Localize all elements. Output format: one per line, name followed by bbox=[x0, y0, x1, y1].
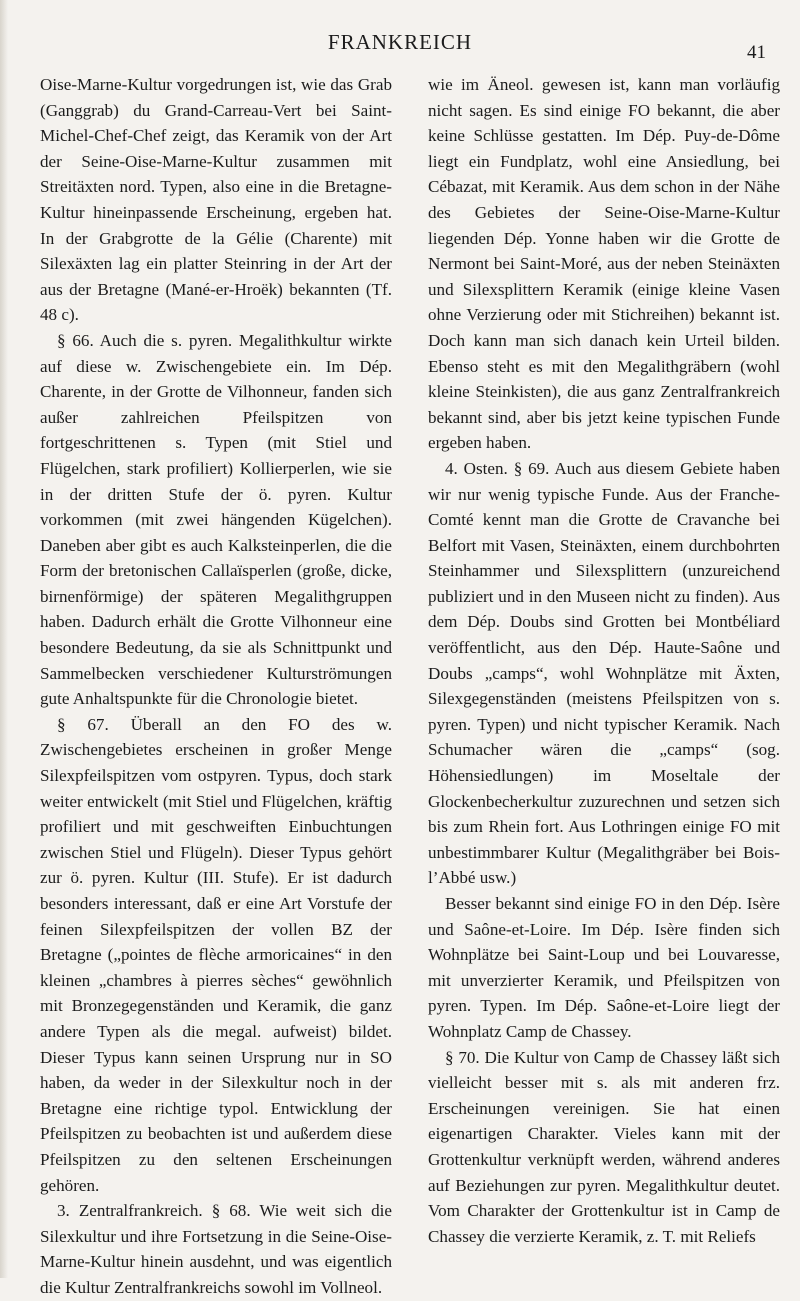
page-number: 41 bbox=[747, 42, 766, 63]
paragraph: § 70. Die Kultur von Camp de Chassey läßt sich vielleicht besser mit s. als mit anderen frz. Erscheinungen vereinigen. Sie hat einen eigenartigen Charakter. Vieles kann mit der Grottenkultur verknüpft werden, während anderes auf Beziehungen zur pyren. Megalithkultur deutet. Vom Charakter der Grottenkultur ist in Camp de Chassey die verzierte Keramik, z. T. mit Reliefs bbox=[428, 1047, 780, 1246]
page-header bbox=[0, 30, 800, 62]
paragraph: 4. Osten. § 69. Auch aus diesem Gebiete haben wir nur wenig typische Funde. Aus der Franche-Comté kennt man die Grotte de Cravanche bei Belfort mit Vasen, Steinäxten, einem durchbohrten Steinhammer und Silexsplittern (unzureichend publiziert und in den Museen nicht zu finden). Aus dem Dép. Doubs sind Grotten bei Montbéliard veröffentlicht, aus den Dép. Haute-Saône und Doubs „camps“, wohl Wohnplätze mit Äxten, Silexgegenständen (meistens Pfeilspitzen von s. pyren. Typen) und nicht typischer Keramik. Nach Schumacher wären die „camps“ (sog. Höhensiedlungen) im Moseltale der Glockenbecherkultur zuzurechnen und setzen sich bis zum Rhein fort. Aus Lothringen einige FO mit unbestimmbarer Kultur (Megalithgräber bei Bois-l’Abbé usw.) bbox=[428, 458, 780, 888]
paragraph: Oise-Marne-Kultur vorgedrungen ist, wie das Grab (Ganggrab) du Grand-Carreau-Vert bei Saint-Michel-Chef-Chef zeigt, das Keramik von der Art der Seine-Oise-Marne-Kultur zusammen mit Streitäxten nord. Typen, also eine in die Bretagne-Kultur hineinpassende Erscheinung, ergeben hat. In der Grabgrotte de la Gélie (Charente) mit Silexäxten lag ein platter Steinring in der Art der aus der Bretagne (Mané-er-Hroëk) bekannten (Tf. 48 c). bbox=[40, 75, 392, 325]
paragraph: Besser bekannt sind einige FO in den Dép. Isère und Saône-et-Loire. Im Dép. Isère finden sich Wohnplätze bei Saint-Loup und bei Louvaresse, mit unverzierter Keramik, und Pfeilspitzen von pyren. Typen. Im Dép. Saône-et-Loire liegt der Wohnplatz Camp de Chassey. bbox=[428, 894, 780, 1041]
paragraph: § 67. Überall an den FO des w. Zwischengebietes erscheinen in großer Menge Silexpfeilspitzen vom ostpyren. Typus, doch stark weiter entwickelt (mit Stiel und Flügelchen, kräftig profiliert und mit geschweiften Einbuchtungen zwischen Stiel und Flügeln). Dieser Typus gehört zur ö. pyren. Kultur (III. Stufe). Er ist dadurch besonders interessant, daß er eine Art Vorstufe der feinen Silexpfeilspitzen der vollen BZ der Bretagne („pointes de flèche armoricaines“ in den kleinen „chambres à pierres sèches“ gewöhnlich mit Bronzegegenständen und Keramik, die ganz andere Typen als die megal. aufweist) bildet. Dieser Typus kann seinen Ursprung nur in SO haben, da weder in der Silexkultur noch in der Bretagne eine richtige typol. Entwicklung der Pfeilspitzen zu beobachten ist und außerdem diese Pfeilspitzen zu den seltenen Erscheinungen gehören. bbox=[40, 714, 392, 1195]
left-column bbox=[40, 72, 392, 1301]
text-columns bbox=[40, 72, 780, 1301]
paragraph: § 66. Auch die s. pyren. Megalithkultur wirkte auf diese w. Zwischengebiete ein. Im Dép. Charente, in der Grotte de Vilhonneur, fanden sich außer zahlreichen Pfeilspitzen von fortgeschrittenen s. Typen (mit Stiel und Flügelchen, stark profiliert) Kollierperlen, wie sie in der dritten Stufe der ö. pyren. Kultur vorkommen (mit zwei hängenden Kügelchen). Daneben aber gibt es auch Kalksteinperlen, die die Form der bretonischen Callaïsperlen (große, dicke, birnenförmige) der späteren Megalithgruppen haben. Dadurch erhält die Grotte Vilhonneur eine besondere Bedeutung, da sie als Schnittpunkt und Sammelbecken verschiedener Kulturströmungen gute Anhaltspunkte für die Chronologie bietet. bbox=[40, 330, 392, 709]
right-column bbox=[428, 72, 780, 1301]
page-edge-shadow bbox=[0, 0, 8, 1278]
running-title: FRANKREICH bbox=[327, 30, 473, 54]
paragraph: 3. Zentralfrankreich. § 68. Wie weit sich die Silexkultur und ihre Fortsetzung in die Seine-Oise-Marne-Kultur hinein ausdehnt, und was eigentlich die Kultur Zentralfrankreichs sowohl im Vollneol. bbox=[40, 1201, 392, 1297]
paragraph: wie im Äneol. gewesen ist, kann man vorläufig nicht sagen. Es sind einige FO bekannt, die aber keine Schlüsse gestatten. Im Dép. Puy-de-Dôme liegt ein Fundplatz, wohl eine Ansiedlung, bei Cébazat, mit Keramik. Aus dem schon in der Nähe des Gebietes der Seine-Oise-Marne-Kultur liegenden Dép. Yonne haben wir die Grotte de Nermont bei Saint-Moré, aus der neben Steinäxten und Silexsplittern Keramik (einige kleine Vasen ohne Verzierung oder mit Stichreihen) bekannt ist. Doch kann man sich danach kein Urteil bilden. Ebenso steht es mit den Megalithgräbern (wohl kleine Steinkisten), die aus ganz Zentralfrankreich bekannt sind, aber bis jetzt keine typischen Funde ergeben haben. bbox=[428, 75, 780, 453]
